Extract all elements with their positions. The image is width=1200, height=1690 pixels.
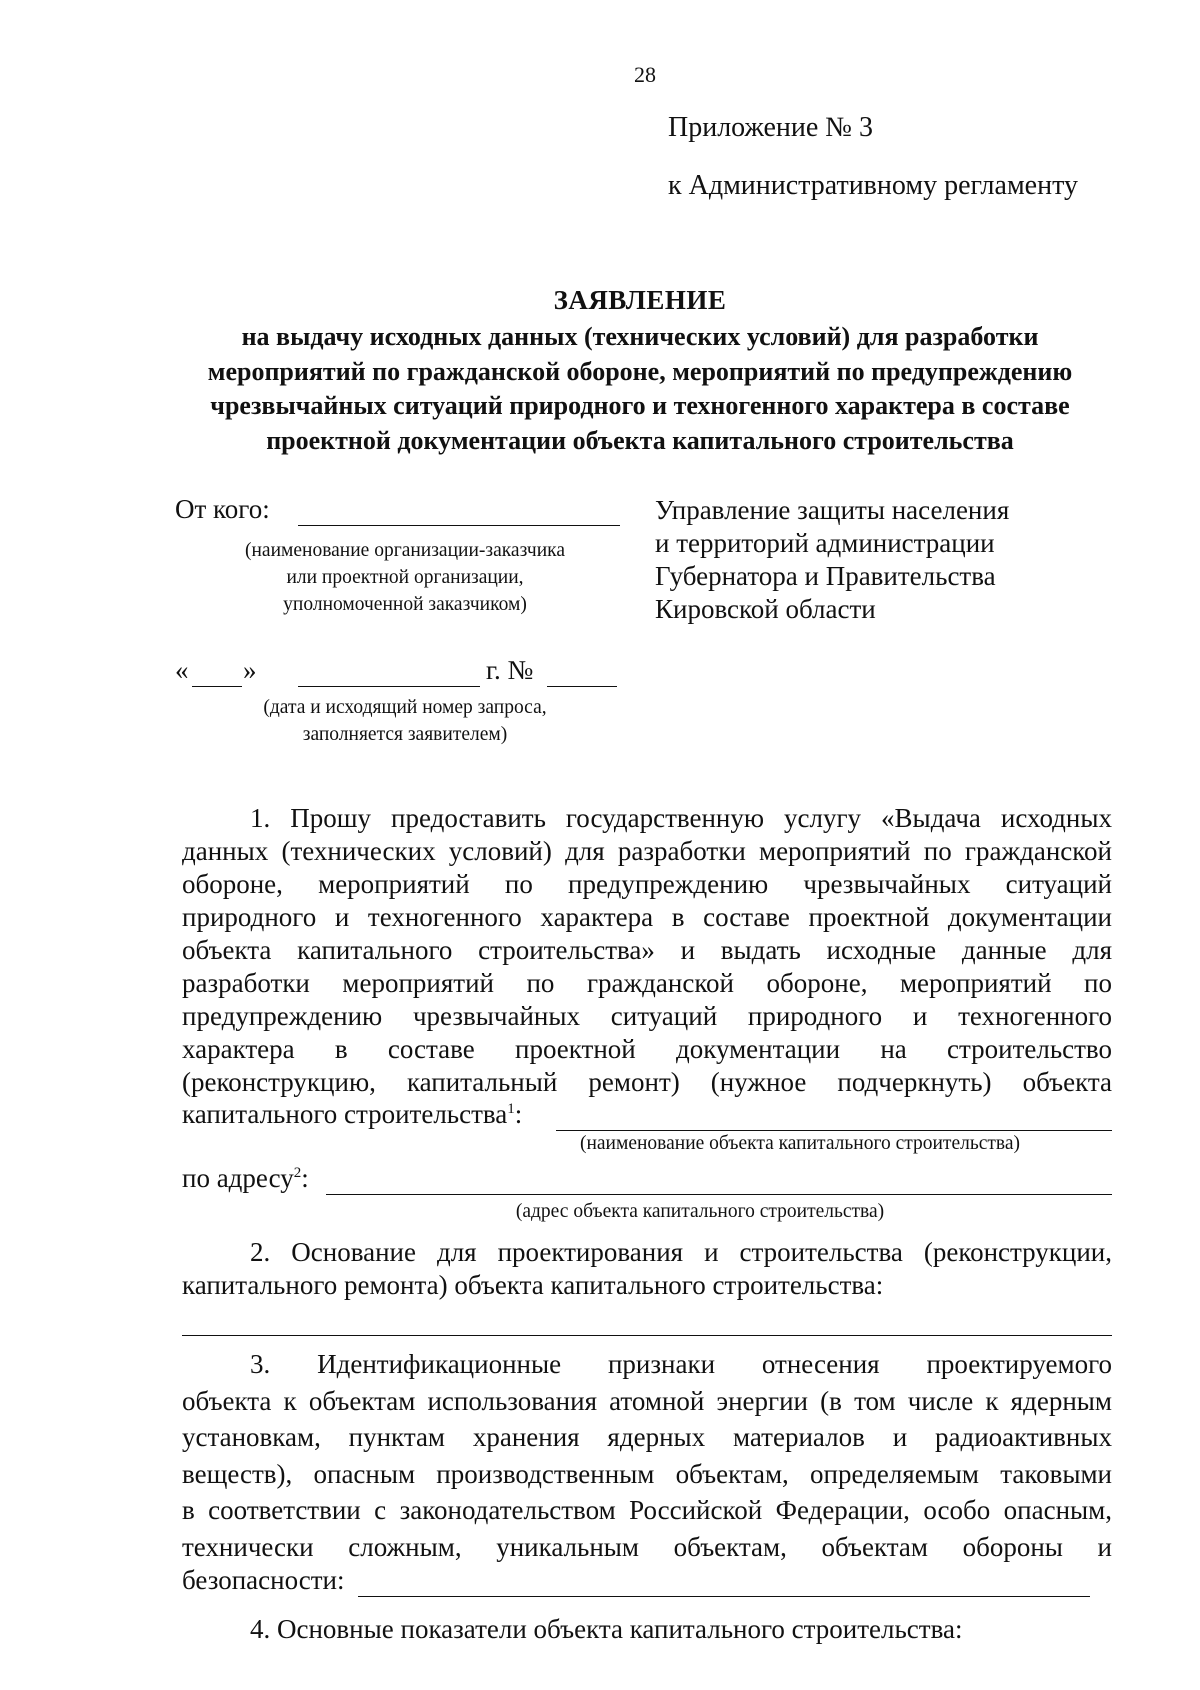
from-hint: (наименование организации-заказчика или проектной организации, уполномоченной заказчиком) [245,540,565,615]
safety-field[interactable] [358,1596,1090,1597]
object-hint: (наименование объекта капитального строительства) [579,1133,1021,1154]
open-quote: « [175,655,189,685]
address-label: по адресу$^2$: [182,1163,309,1193]
year-number-label: г. № [486,655,534,685]
subtitle-line: проектной документации объекта капитального строительства [266,425,1014,455]
from-label: От кого: [175,494,270,524]
paragraph-2: 2. Основание для проектирования и строительства (реконструкции, капитального ремонта) объекта капитального строительства: [182,1237,1112,1300]
paragraph-4: 4. Основные показатели объекта капитального строительства: [250,1614,963,1644]
close-quote: » [243,655,257,685]
document-subtitle [160,320,1120,458]
page-number: 28 [634,62,656,87]
subtitle-line: чрезвычайных ситуаций природного и техногенного характера в составе [210,391,1070,420]
address-hint: (адрес объекта капитального строительства) [515,1201,885,1222]
recipient-line: Губернатора и Правительства [655,561,996,591]
recipient-line: и территорий администрации [655,528,995,558]
date-hint: (дата и исходящий номер запроса, заполняется заявителем) [263,697,547,745]
appendix-number: Приложение № 3 [668,112,873,143]
subtitle-line: мероприятий по гражданской обороне, мероприятий по предупреждению [207,356,1073,386]
paragraph-1: 1. Прошу предоставить государственную услугу «Выдача исходных данных (технических условий) для разработки мероприятий по гражданской обороне, мероприятий по предупреждению чрезвычайных ситуаций природного и техногенного характера в составе проектной документации объекта капитального строительства» и выдать исходные данные для разработки мероприятий по гражданской обороне, мероприятий по предупреждению чрезвычайных ситуаций природного и техногенного характера в составе проектной документации на строительство (реконструкцию, капитальный ремонт) (нужное подчеркнуть) объекта [182,803,1112,1097]
address-field[interactable] [326,1194,1112,1195]
object-label: капитального строительства$^1$: [182,1099,523,1129]
recipient-line: Кировской области [655,594,876,624]
paragraph-3: 3. Идентификационные признаки отнесения проектируемого объекта к объектам использования атомной энергии (в том числе к ядерным установкам, пунктам хранения ядерных материалов и радиоактивных веществ), опасным производственным объектам, определяемым таковыми в соответствии с законодательством Российской Федерации, особо опасным, технически сложным, уникальным объектам, объектам обороны и [182,1349,1112,1562]
date-month-field[interactable] [298,686,480,687]
request-number-field[interactable] [547,686,617,687]
recipient-line: Управление защиты населения [655,495,1010,525]
from-field[interactable] [298,525,620,526]
recipient-block [655,494,1009,626]
basis-field[interactable] [182,1335,1112,1336]
appendix-reference: к Административному регламенту [668,170,1078,201]
document-title: ЗАЯВЛЕНИЕ [553,285,727,315]
date-day-field[interactable] [192,686,242,687]
subtitle-line: на выдачу исходных данных (технических условий) для разработки [241,322,1039,351]
safety-label: безопасности: [182,1565,345,1595]
